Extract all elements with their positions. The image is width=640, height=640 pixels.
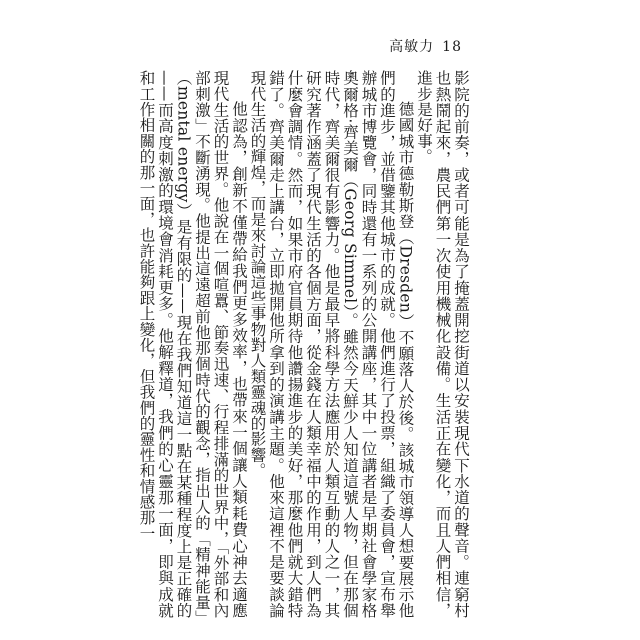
- paragraph: 影院的前奏，或者可能是為了掩蓋開挖街道以安裝現代下水道的聲音。連窮村也熱鬧起來，農民們第一次使用機械化設備。生活正在變化，而且人們相信，進步是好事。: [415, 70, 470, 618]
- paragraph: 他認為，創新不僅帶給我們更多效率，也帶來一個讓人類耗費心神去適應現代生活的世界。他說在一個喧囂、節奏迅速、行程排滿的世界中，「外部和內部刺激」不斷湧現。他提出這遠超前他那個時代的觀念，指出人的「精神能量」（mental energy）是有限的——現在我們知道這一點在某種程度上是正確的——而高度刺激的環境會消耗更多。他解釋道，我們的心靈那一面，即與成就和工作相關的那一面，也許能夠跟上變化，但我們的靈性和情感那一: [137, 70, 248, 618]
- page-number: 18: [442, 39, 462, 55]
- body-text: [137, 70, 470, 618]
- running-title: 高敏力: [389, 39, 435, 55]
- running-header: [389, 36, 462, 56]
- paragraph: 德國城市德勒斯登（Dresden）不願落人於後。該城市領導人想要展示他們的進步，並借鑒其他城市的成就。他們進行了投票，組織了委員會，宣布舉辦城市博覽會，同時還有一系列的公開講座，其中一位講者是早期社會學家格奧爾格‧齊美爾（Georg Simmel）。雖然今天鮮少人知道這號人物，但在那個時代，齊美爾很有影響力。他是最早將科學方法應用於人類互動的人之一，其研究著作涵蓋了現代生活的各個方面，從金錢在人類幸福中的作用，到人們為什麼會調情。然而，如果市府官員期待他讚揚進步的美好，那麼他們就大錯特錯了。齊美爾走上講台，立即拋開他所拿到的演講主題。他來這裡不是要談論現代生活的輝煌，而是來討論這些事物對人類靈魂的影響。: [248, 70, 415, 618]
